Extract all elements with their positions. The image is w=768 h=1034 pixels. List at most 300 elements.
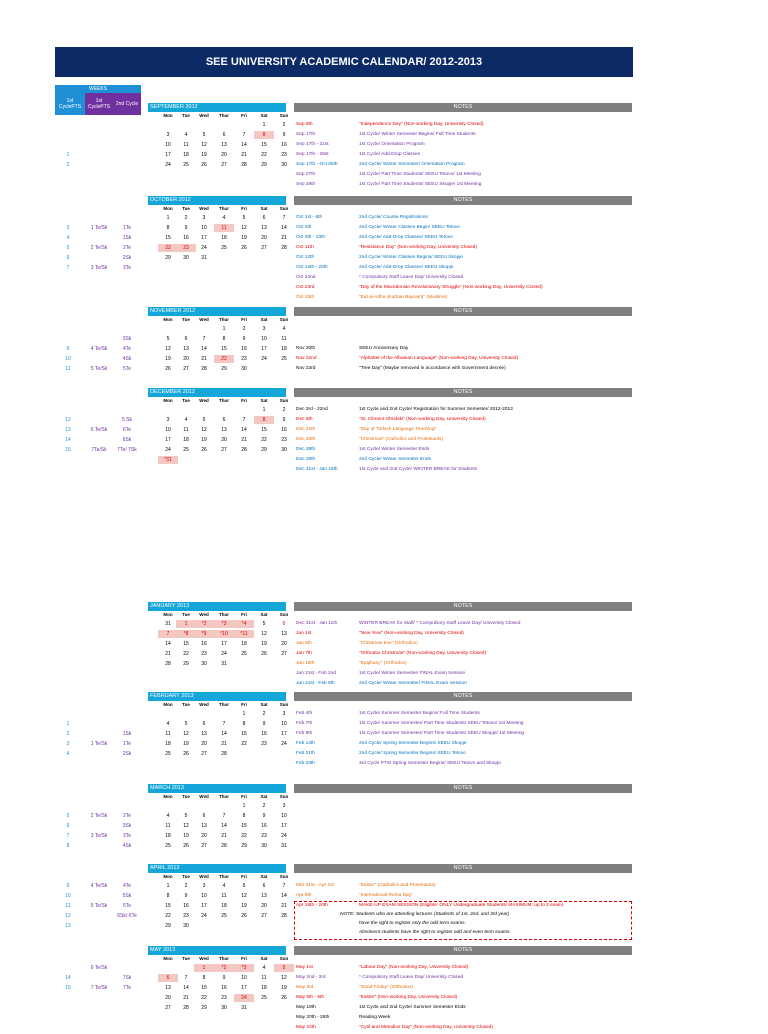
note-date: Mar 31st - Apr 1st xyxy=(296,883,334,888)
weeks-col-2: 1st CyclePTS xyxy=(85,93,113,115)
day-cell: 27 xyxy=(261,913,267,919)
note-date: Apr 8th xyxy=(296,893,312,898)
note-text: "Easter" (Catholics and Protestants) xyxy=(359,883,436,888)
notes-header: NOTES xyxy=(294,103,632,112)
day-cell: 31 xyxy=(241,1005,247,1011)
day-cell: 27 xyxy=(165,1005,171,1011)
day-cell: 8 xyxy=(202,975,206,981)
note-date: Jan 21st - Feb 8th xyxy=(296,681,335,686)
week-number: 1 xyxy=(66,152,70,158)
note-text: 1st Cycle/ Winter Semester/ FINAL Exam Session xyxy=(359,671,466,676)
table-row xyxy=(0,436,768,446)
note-date: Sep 17th - 21st xyxy=(296,142,329,147)
week-number: 8 xyxy=(66,843,70,849)
day-cell: 7 xyxy=(222,813,226,819)
note-date: Oct 4th xyxy=(296,225,312,230)
day-cell: 26 xyxy=(241,913,247,919)
day-cell: 23 xyxy=(261,741,267,747)
week-number: 3 Te/Sk xyxy=(90,265,108,271)
note-date: Apr 15th - 20th xyxy=(296,903,328,908)
day-header-sun: Sun xyxy=(279,794,289,799)
note-text: 1st Cycle/ Winter Semester Ends xyxy=(359,447,430,452)
note-date: May 1st xyxy=(296,965,313,970)
table-row xyxy=(0,426,768,436)
table-row xyxy=(0,1014,768,1024)
day-header-row xyxy=(148,612,289,619)
day-cell: 6 xyxy=(222,132,226,138)
day-cell: 27 xyxy=(183,366,189,372)
week-number: 2Te xyxy=(122,813,132,819)
day-cell: 4 xyxy=(184,132,188,138)
day-cell: 19 xyxy=(165,356,171,362)
table-row xyxy=(0,680,768,690)
day-cell: 30 xyxy=(221,1005,227,1011)
month-header: DECEMBER 2012 xyxy=(148,388,286,397)
day-cell: 26 xyxy=(183,843,189,849)
day-header-fri: Fri xyxy=(241,956,247,961)
day-cell: 4 xyxy=(282,326,286,332)
note-text: 1st Cycle/ Part Time Students/ SEEU Tetovo/ 1st Meeting xyxy=(359,172,481,177)
day-cell: 13 xyxy=(183,346,189,352)
day-header-mon: Mon xyxy=(163,317,173,322)
day-cell: 6 xyxy=(158,974,178,982)
note-date: Oct 12th xyxy=(296,255,315,260)
day-cell: 12 xyxy=(261,631,267,637)
day-header-sun: Sun xyxy=(279,612,289,617)
table-row xyxy=(0,234,768,244)
day-cell: 2 xyxy=(184,883,188,889)
table-row xyxy=(0,670,768,680)
table-row xyxy=(0,264,768,274)
table-row xyxy=(0,640,768,650)
week-number: 2Te xyxy=(122,245,132,251)
table-row xyxy=(0,456,768,466)
day-cell: 25 xyxy=(165,751,171,757)
note-date: Oct 12th - 20th xyxy=(296,265,328,270)
day-cell: 9 xyxy=(184,225,188,231)
day-cell: 16 xyxy=(183,235,189,241)
day-cell: 13 xyxy=(201,823,207,829)
table-row xyxy=(0,660,768,670)
day-cell: 22 xyxy=(261,437,267,443)
table-row xyxy=(0,416,768,426)
day-cell: 27 xyxy=(221,447,227,453)
exam-note-line: Absolvent students have the right to register odd and even term exams. xyxy=(359,930,511,935)
day-cell: 23 xyxy=(281,437,287,443)
day-cell: 1 xyxy=(262,407,266,413)
table-row xyxy=(0,822,768,832)
day-cell: 5 xyxy=(242,215,246,221)
day-cell: 14 xyxy=(221,823,227,829)
week-number: 4 Te/Sk xyxy=(90,346,108,352)
day-cell: 23 xyxy=(261,833,267,839)
month-header: SEPTEMBER 2012 xyxy=(148,103,286,112)
week-number: 6 Te/Sk xyxy=(90,965,108,971)
day-cell: 21 xyxy=(281,903,287,909)
note-text: WINTER BREAK for Staff/ * Compulsory Staff Leave Day/ University Closed xyxy=(359,621,521,626)
week-number: 4 xyxy=(66,235,70,241)
day-cell: 8 xyxy=(242,813,246,819)
note-text: 2nd Cycle/ Winter Classes Begin/ SEEU Tetovo xyxy=(359,225,460,230)
note-text: 1st Cycle/ Add-Drop Classes xyxy=(359,152,421,157)
day-cell: 5 xyxy=(184,813,188,819)
week-number: 7Te/Sk xyxy=(91,447,107,453)
day-cell: 5 xyxy=(184,721,188,727)
day-cell: 8 xyxy=(254,131,274,139)
week-number: 1 Te/Sk xyxy=(90,225,108,231)
day-cell: 19 xyxy=(261,641,267,647)
day-cell: 5 xyxy=(166,336,170,342)
day-cell: 6 xyxy=(262,883,266,889)
day-cell: 16 xyxy=(221,985,227,991)
day-header-sun: Sun xyxy=(279,874,289,879)
week-number: 1 Te/Sk xyxy=(90,741,108,747)
day-cell: 29 xyxy=(165,923,171,929)
day-header-mon: Mon xyxy=(163,206,173,211)
day-cell: *31 xyxy=(158,456,178,464)
day-cell: 11 xyxy=(214,224,234,232)
day-cell: 31 xyxy=(221,661,227,667)
note-text: 1st Cycle/ Summer Semester Begins/ Full Time Students xyxy=(359,711,480,716)
week-number: 6 Te/Sk xyxy=(90,427,108,433)
day-header-sat: Sat xyxy=(260,206,268,211)
day-cell: 13 xyxy=(221,142,227,148)
day-cell: 17 xyxy=(165,152,171,158)
day-cell: 24 xyxy=(201,913,207,919)
day-cell: 28 xyxy=(183,1005,189,1011)
month-header: JANUARY 2013 xyxy=(148,602,286,611)
week-number: 3Sk xyxy=(122,823,132,829)
day-cell: 22 xyxy=(241,741,247,747)
month-header: NOVEMBER 2012 xyxy=(148,307,286,316)
day-cell: 12 xyxy=(183,731,189,737)
week-number: 12 xyxy=(65,417,71,423)
note-date: Feb 7th xyxy=(296,721,313,726)
note-text: "New Year" (Non-working Day, University Closed) xyxy=(359,631,464,636)
day-cell: 28 xyxy=(281,913,287,919)
day-cell: 11 xyxy=(183,427,189,433)
day-cell: 1 xyxy=(166,215,170,221)
day-cell: 28 xyxy=(241,162,247,168)
day-header-sun: Sun xyxy=(279,702,289,707)
day-header-row xyxy=(148,956,289,963)
note-text: 1st Cycle and 2nd Cycle/ Registration for Summer Semester/ 2012-2013 xyxy=(359,407,513,412)
day-header-thur: Thur xyxy=(219,612,229,617)
table-row xyxy=(0,802,768,812)
week-number: 6Sk xyxy=(122,437,132,443)
day-cell: 17 xyxy=(201,903,207,909)
month-header: MAY 2013 xyxy=(148,946,286,955)
day-cell: 27 xyxy=(201,751,207,757)
day-cell: 13 xyxy=(201,731,207,737)
day-cell: 18 xyxy=(183,437,189,443)
week-number: 9 xyxy=(66,883,70,889)
day-cell: 31 xyxy=(165,621,171,627)
day-cell: 30 xyxy=(281,447,287,453)
day-cell: 7 xyxy=(222,721,226,727)
day-cell: 21 xyxy=(201,356,207,362)
day-header-fri: Fri xyxy=(241,794,247,799)
week-number: 14 xyxy=(65,975,71,981)
table-row xyxy=(0,335,768,345)
day-cell: 6 xyxy=(202,721,206,727)
day-cell: 12 xyxy=(281,975,287,981)
note-date: Feb 21th xyxy=(296,751,315,756)
day-cell: 24 xyxy=(221,651,227,657)
day-cell: 25 xyxy=(183,162,189,168)
day-cell: 22 xyxy=(183,651,189,657)
day-header-sun: Sun xyxy=(279,206,289,211)
day-header-thur: Thur xyxy=(219,398,229,403)
day-cell: 28 xyxy=(221,751,227,757)
month-header: MARCH 2013 xyxy=(148,784,286,793)
notes-header: NOTES xyxy=(294,307,632,316)
day-header-fri: Fri xyxy=(241,398,247,403)
note-date: Dec 21th xyxy=(296,427,316,432)
day-header-thur: Thur xyxy=(219,794,229,799)
day-cell: 21 xyxy=(281,235,287,241)
day-cell: 17 xyxy=(221,641,227,647)
day-cell: 29 xyxy=(201,1005,207,1011)
day-cell: 25 xyxy=(221,913,227,919)
day-cell: *3 xyxy=(214,620,234,628)
day-cell: 2 xyxy=(282,407,286,413)
note-date: Jan 21st - Feb 2nd xyxy=(296,671,336,676)
week-number: 1 xyxy=(66,721,70,727)
note-text: * Compulsory Staff Leave Day/ University Closed xyxy=(359,975,464,980)
note-text: 1st Cycle/ Part Time Students/ SEEU Skopje/ 1st Meeting xyxy=(359,182,482,187)
day-cell: 12 xyxy=(165,346,171,352)
day-header-row xyxy=(148,398,289,405)
day-cell: 9 xyxy=(222,975,226,981)
day-cell: 18 xyxy=(165,741,171,747)
day-cell: 2 xyxy=(262,711,266,717)
day-cell: 8 xyxy=(242,721,246,727)
note-date: Oct 25th xyxy=(296,295,315,300)
day-cell: 28 xyxy=(281,245,287,251)
note-date: Nov 20th xyxy=(296,346,316,351)
week-number: 6Sk/ 6Te xyxy=(117,913,137,919)
note-date: May 20th - 26th xyxy=(296,1015,330,1020)
weeks-header: WEEKS xyxy=(55,85,141,93)
week-number: 5Sk xyxy=(122,893,132,899)
day-cell: 16 xyxy=(241,346,247,352)
day-cell: *3 xyxy=(234,964,254,972)
table-row xyxy=(0,161,768,171)
day-cell: 28 xyxy=(241,447,247,453)
day-header-fri: Fri xyxy=(241,206,247,211)
day-cell: 4 xyxy=(262,965,266,971)
day-cell: 15 xyxy=(241,731,247,737)
table-row xyxy=(0,812,768,822)
day-cell: 29 xyxy=(261,162,267,168)
day-header-mon: Mon xyxy=(163,874,173,879)
day-cell: *10 xyxy=(214,630,234,638)
day-cell: 15 xyxy=(165,903,171,909)
day-cell: 19 xyxy=(201,437,207,443)
day-cell: 20 xyxy=(183,356,189,362)
day-cell: 17 xyxy=(201,235,207,241)
day-cell: 30 xyxy=(183,923,189,929)
day-cell: 23 xyxy=(176,244,196,252)
week-number: 2 Te/Sk xyxy=(90,245,108,251)
week-number: 14 xyxy=(65,437,71,443)
day-cell: 5 xyxy=(202,132,206,138)
week-number: 2Sk xyxy=(122,255,132,261)
week-number: 1Te xyxy=(122,225,132,231)
day-cell: 12 xyxy=(201,142,207,148)
week-number: 10 xyxy=(65,356,71,362)
day-cell: 29 xyxy=(221,366,227,372)
weeks-col-3: 2nd Cycle xyxy=(113,93,141,115)
day-header-tue: Tue xyxy=(182,702,190,707)
day-cell: 17 xyxy=(281,731,287,737)
day-cell: 3 xyxy=(282,803,286,809)
day-cell: 3 xyxy=(202,883,206,889)
day-header-tue: Tue xyxy=(182,612,190,617)
day-header-tue: Tue xyxy=(182,794,190,799)
day-cell: 12 xyxy=(241,225,247,231)
week-number: 11 xyxy=(65,903,71,909)
week-number: 2 Te/Sk xyxy=(90,813,108,819)
table-row xyxy=(0,141,768,151)
note-date: Sep 28th xyxy=(296,182,316,187)
day-cell: 27 xyxy=(221,162,227,168)
day-cell: 25 xyxy=(281,356,287,362)
day-cell: 15 xyxy=(183,641,189,647)
table-row xyxy=(0,720,768,730)
day-cell: 13 xyxy=(261,225,267,231)
day-cell: 13 xyxy=(165,985,171,991)
day-header-sat: Sat xyxy=(260,398,268,403)
day-cell: 24 xyxy=(281,833,287,839)
week-number: 10 xyxy=(65,893,71,899)
table-row xyxy=(0,1024,768,1034)
day-cell: 20 xyxy=(201,741,207,747)
day-cell: *11 xyxy=(234,630,254,638)
note-date: Oct 11th xyxy=(296,245,314,250)
week-number: 5 xyxy=(66,245,70,251)
note-text: "St. Climent Ohridski" (Non-working Day, University Closed) xyxy=(359,417,486,422)
week-number: 7 xyxy=(66,265,70,271)
day-cell: 24 xyxy=(234,994,254,1002)
day-cell: 23 xyxy=(183,913,189,919)
week-number: 13 xyxy=(65,427,71,433)
day-header-row xyxy=(148,874,289,881)
day-cell: 2 xyxy=(242,326,246,332)
day-cell: 22 xyxy=(214,355,234,363)
day-header-tue: Tue xyxy=(182,317,190,322)
day-cell: 1 xyxy=(242,803,246,809)
note-date: Feb 14th xyxy=(296,741,315,746)
day-cell: 1 xyxy=(242,711,246,717)
day-header-row xyxy=(148,113,289,120)
day-cell: 2 xyxy=(262,803,266,809)
note-date: May 18th xyxy=(296,1005,316,1010)
note-date: Dec 29th xyxy=(296,457,316,462)
day-header-mon: Mon xyxy=(163,702,173,707)
week-number: 4Te xyxy=(122,883,132,889)
table-row xyxy=(0,730,768,740)
day-header-thur: Thur xyxy=(219,206,229,211)
note-text: "Day of Turkish Language Teaching" xyxy=(359,427,437,432)
week-number: 3Te xyxy=(122,265,132,271)
day-cell: 26 xyxy=(201,447,207,453)
day-header-wed: Wed xyxy=(199,317,209,322)
day-cell: 10 xyxy=(201,225,207,231)
table-row xyxy=(0,620,768,630)
day-cell: 10 xyxy=(201,893,207,899)
day-cell: 25 xyxy=(165,843,171,849)
note-text: "International Roma Day" xyxy=(359,893,413,898)
day-header-fri: Fri xyxy=(241,113,247,118)
note-date: Jan 7th xyxy=(296,651,312,656)
week-number: 9 xyxy=(66,346,70,352)
table-row xyxy=(0,274,768,284)
day-cell: 10 xyxy=(281,813,287,819)
day-cell: 8 xyxy=(254,416,274,424)
day-header-fri: Fri xyxy=(241,612,247,617)
day-cell: 3 xyxy=(166,132,170,138)
day-cell: 18 xyxy=(221,235,227,241)
table-row xyxy=(0,974,768,984)
day-cell: 21 xyxy=(221,741,227,747)
day-header-fri: Fri xyxy=(241,317,247,322)
day-cell: 19 xyxy=(241,903,247,909)
note-text: "Alphabet of the Albanian Language" (Non-working Day, University Closed) xyxy=(359,356,519,361)
day-cell: 5 xyxy=(202,417,206,423)
table-row xyxy=(0,365,768,375)
day-cell: 30 xyxy=(281,162,287,168)
day-cell: 15 xyxy=(261,427,267,433)
note-text: * Compulsory Staff Leave Day/ University Closed xyxy=(359,275,464,280)
week-number: 6 xyxy=(66,255,70,261)
day-cell: 3 xyxy=(282,711,286,717)
week-number: 5 xyxy=(66,813,70,819)
note-text: Reading Week xyxy=(359,1015,391,1020)
day-header-mon: Mon xyxy=(163,398,173,403)
week-number: 2Sk xyxy=(122,751,132,757)
table-row xyxy=(0,710,768,720)
note-text: 1st Cycle and 2nd Cycle/ WINTER BREAK for Students xyxy=(359,467,478,472)
week-number: 5 Te/Sk xyxy=(90,366,108,372)
day-cell: 19 xyxy=(183,833,189,839)
day-cell: 8 xyxy=(222,336,226,342)
note-text: SEEU Anniversary Day xyxy=(359,346,409,351)
day-header-sun: Sun xyxy=(279,113,289,118)
note-date: May 5th - 6th xyxy=(296,995,324,1000)
day-cell: 3 xyxy=(262,326,266,332)
note-date: Sep 27th xyxy=(296,172,316,177)
day-header-mon: Mon xyxy=(163,794,173,799)
month-header: APRIL 2013 xyxy=(148,864,286,873)
day-cell: 24 xyxy=(281,741,287,747)
note-date: Sep 17th xyxy=(296,132,316,137)
day-cell: 9 xyxy=(262,813,266,819)
day-cell: 31 xyxy=(281,843,287,849)
note-text: "Easter" (Non-working Day, University Closed) xyxy=(359,995,458,1000)
day-cell: *2 xyxy=(214,964,234,972)
week-number: 4Te xyxy=(122,346,132,352)
day-cell: 20 xyxy=(261,235,267,241)
note-text: 2nd Cycle/ Winter Classes Begins/ SEEU Skopje xyxy=(359,255,463,260)
table-row xyxy=(0,994,768,1004)
day-cell: 3 xyxy=(166,417,170,423)
day-cell: 1 xyxy=(176,620,196,628)
week-number: 7 Te/Sk xyxy=(90,985,108,991)
note-date: Feb 23th xyxy=(296,761,315,766)
day-cell: 23 xyxy=(281,152,287,158)
